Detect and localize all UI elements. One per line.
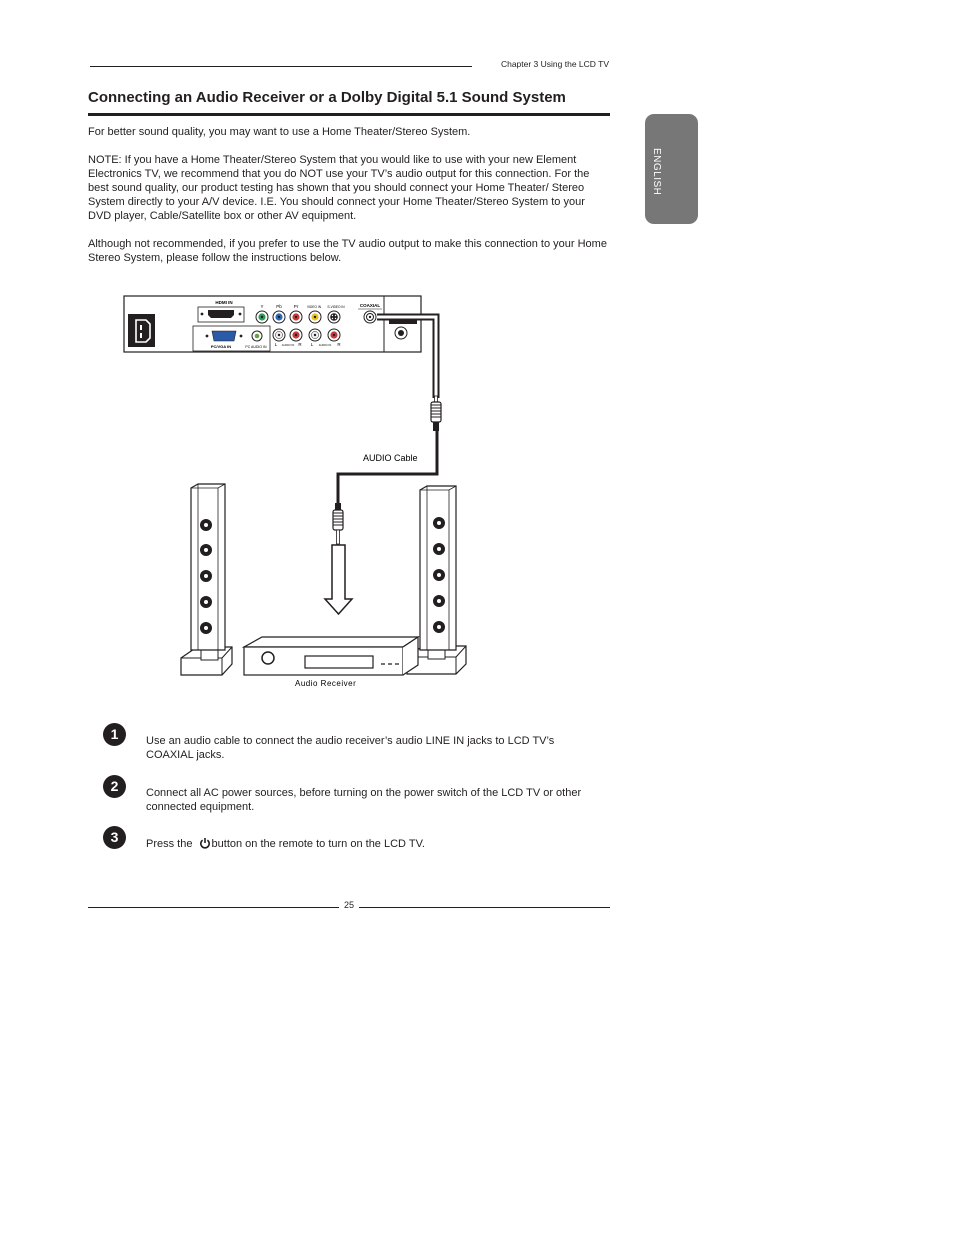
step-1-text: Use an audio cable to connect the audio receiver’s audio LINE IN jacks to LCD TV’s COAXIAL jacks. — [146, 735, 555, 761]
coaxial-jack-icon — [364, 311, 376, 323]
video-audio-in-label: AUDIO IN — [318, 343, 332, 347]
component-jacks-icon — [256, 311, 302, 323]
rca-plug-top-icon — [431, 396, 441, 431]
video-in-label: VIDEO IN — [307, 305, 321, 309]
coaxial-label: COAXIAL — [359, 303, 381, 308]
y-label: Y — [260, 304, 264, 309]
tv-back-panel — [124, 296, 421, 352]
rca-plug-bottom-icon — [333, 503, 343, 544]
power-socket-icon — [128, 314, 155, 347]
alt-paragraph: Although not recommended, if you prefer to use the TV audio output to make this connection to your Home Stereo System, please follow the instructions below. — [88, 238, 607, 264]
pc-audio-jack-icon — [252, 331, 262, 341]
power-icon — [199, 837, 211, 849]
hdmi-port-icon — [198, 307, 244, 322]
intro-paragraph: For better sound quality, you may want to use a Home Theater/Stereo System. — [88, 126, 471, 138]
pb-label: Pb — [276, 304, 282, 309]
video-audio-l-label: L — [310, 342, 314, 347]
s-video-in-label: S-VIDEO IN — [327, 305, 345, 309]
step-3-text — [146, 837, 601, 851]
page-number: 25 — [339, 900, 359, 910]
video-audio-r-label: R — [337, 342, 341, 347]
audio-receiver-label: Audio Receiver — [295, 679, 357, 688]
pc-vga-in-label: PC/VGA IN — [210, 344, 232, 349]
component-audio-in-label: AUDIO IN — [281, 343, 295, 347]
step-1-icon: 1 — [103, 723, 126, 746]
pr-label: Pr — [293, 304, 299, 309]
step-2-icon: 2 — [103, 775, 126, 798]
step-3-text-after: button on the remote to turn on the LCD TV. — [211, 838, 425, 850]
audio-cable-label: AUDIO Cable — [363, 453, 418, 463]
component-audio-r-label: R — [298, 342, 302, 347]
step-3-icon: 3 — [103, 826, 126, 849]
step-3-text-before: Press the — [146, 838, 196, 850]
component-audio-l-label: L — [274, 342, 278, 347]
page-title: Connecting an Audio Receiver or a Dolby Digital 5.1 Sound System — [88, 89, 566, 106]
chapter-heading: Chapter 3 Using the LCD TV — [500, 59, 609, 69]
down-arrow-icon — [325, 545, 352, 614]
step-2-text: Connect all AC power sources, before turning on the power switch of the LCD TV or other connected equipment. — [146, 787, 582, 813]
note-paragraph: NOTE: If you have a Home Theater/Stereo System that you would like to use with your new Element Electronics TV, we recommend that you do NOT use your TV’s audio output for this connection. For the best sound quality, our product testing has shown that you should connect your Home Theater/ Stereo System directly to your A/V device. I.E. You should connect your Home Theater/Stereo System to your DVD player, Cable/Satellite box or other AV equipment. — [88, 154, 590, 222]
language-tab-label: ENGLISH — [651, 148, 662, 196]
pc-audio-in-label: PC AUDIO IN — [245, 345, 267, 349]
audio-receiver-icon — [244, 637, 418, 675]
left-speaker-icon — [181, 484, 232, 675]
hdmi-in-label: HDMI IN — [215, 300, 233, 305]
